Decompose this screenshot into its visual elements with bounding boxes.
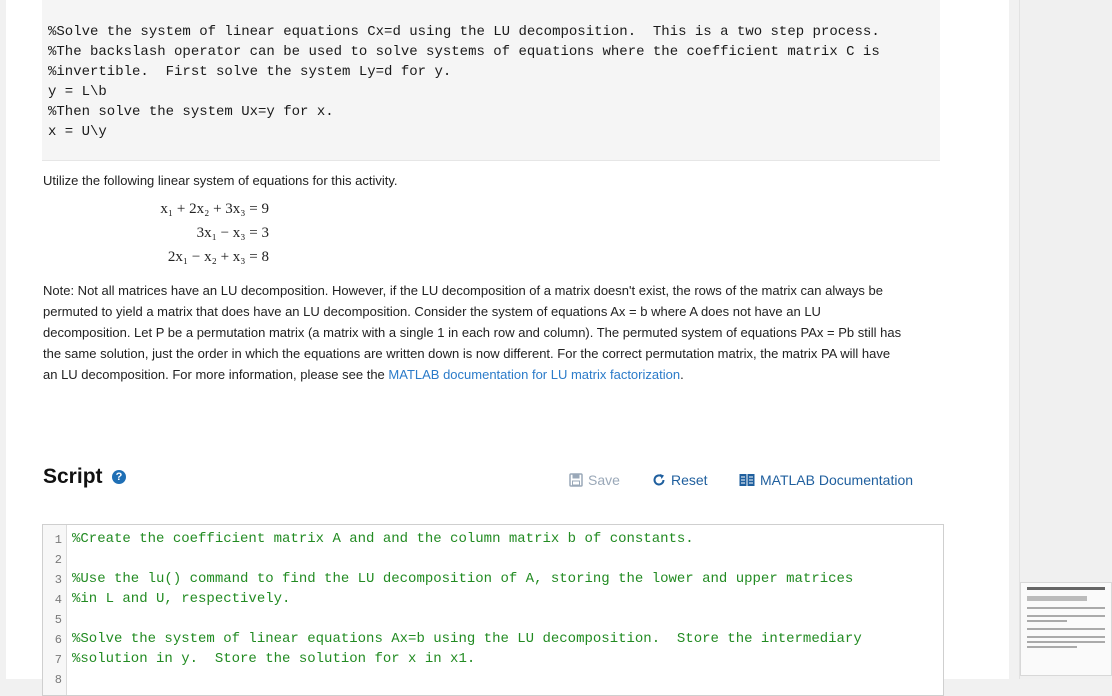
note-paragraph xyxy=(43,280,903,385)
line-number: 7 xyxy=(54,653,62,667)
lu-documentation-link[interactable]: MATLAB documentation for LU matrix factorization xyxy=(388,367,681,382)
code-comment-line: %Solve the system of linear equations Cx=d using the LU decomposition. This is a two step process. xyxy=(48,24,880,40)
save-label: Save xyxy=(588,472,620,488)
book-icon xyxy=(739,473,755,487)
reference-code-block xyxy=(42,0,940,161)
line-number: 3 xyxy=(54,573,62,587)
line-number: 8 xyxy=(54,673,62,687)
equation-1: x₁ + 2x₂ + 3x₃ = 9 xyxy=(160,201,269,217)
equation-2: 3x₁ − x₃ = 3 xyxy=(196,225,269,241)
line-number: 6 xyxy=(54,633,62,647)
reset-label: Reset xyxy=(671,472,708,488)
code-comment-line: %Then solve the system Ux=y for x. xyxy=(48,104,334,120)
editor-code-line[interactable]: %Solve the system of linear equations Ax=b using the LU decomposition. Store the intermediary xyxy=(72,631,862,647)
documentation-label: MATLAB Documentation xyxy=(760,472,914,488)
intro-text: Utilize the following linear system of equations for this activity. xyxy=(43,173,398,188)
reset-icon xyxy=(652,473,666,487)
line-number-gutter xyxy=(43,525,67,695)
code-line: x = U\y xyxy=(48,124,107,140)
note-text: Note: Not all matrices have an LU decomposition. However, if the LU decomposition of a matrix doesn't exist, the rows of the matrix can always be permuted to yield a matrix that does have an LU decomposition. Consider the system of equations Ax = b where A does not have an LU decomposition. Let P be a permutation matrix (a matrix with a single 1 in each row and column). The permuted system of equations PAx = Pb still has the same solution, just the order in which the equations are written down is now different. For the correct permutation matrix, the matrix PA will have an LU decomposition. For more information, please see the xyxy=(43,283,902,382)
line-number: 2 xyxy=(54,553,62,567)
main-panel xyxy=(6,0,1009,687)
script-heading: Script xyxy=(43,465,103,488)
line-number: 4 xyxy=(54,593,62,607)
right-sidebar xyxy=(1019,0,1110,679)
line-number: 5 xyxy=(54,613,62,627)
script-editor[interactable] xyxy=(42,524,944,696)
matlab-documentation-button[interactable] xyxy=(739,472,913,488)
code-line: y = L\b xyxy=(48,84,107,100)
editor-code-line[interactable]: %solution in y. Store the solution for x in x1. xyxy=(72,651,476,667)
code-comment-line: %The backslash operator can be used to solve systems of equations where the coefficient matrix C is xyxy=(48,44,880,60)
editor-code-line[interactable]: %Create the coefficient matrix A and and the column matrix b of constants. xyxy=(72,531,694,547)
save-icon xyxy=(569,473,583,487)
note-suffix: . xyxy=(680,367,684,382)
equation-3: 2x₁ − x₂ + x₃ = 8 xyxy=(167,249,269,265)
editor-code-line[interactable]: %Use the lu() command to find the LU decomposition of A, storing the lower and upper matrices xyxy=(72,571,854,587)
line-number: 1 xyxy=(54,533,62,547)
save-button[interactable] xyxy=(569,472,620,488)
equation-system xyxy=(106,199,269,274)
code-comment-line: %invertible. First solve the system Ly=d for y. xyxy=(48,64,452,80)
help-icon[interactable]: ? xyxy=(112,470,126,484)
editor-code-line[interactable]: %in L and U, respectively. xyxy=(72,591,291,607)
page-thumbnail[interactable] xyxy=(1020,582,1112,676)
reset-button[interactable] xyxy=(652,472,708,488)
